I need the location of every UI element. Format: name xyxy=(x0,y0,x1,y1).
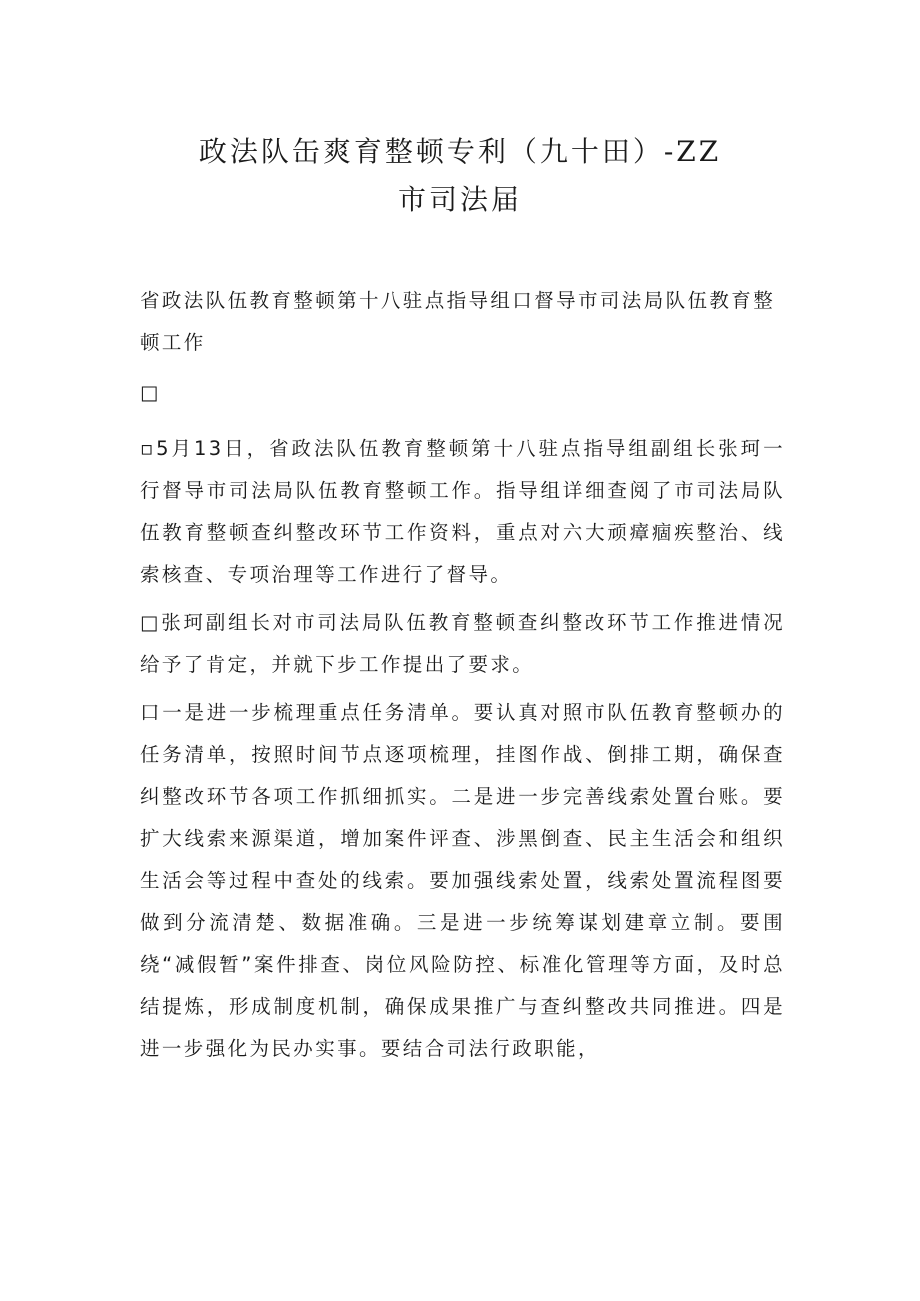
title-line-2: 市司法届 xyxy=(397,183,522,216)
body-paragraph-3: 口一是进一步梳理重点任务清单。要认真对照市队伍教育整顿办的任务清单，按照时间节点逐项梳理，挂图作战、倒排工期，确保查纠整改环节各项工作抓细抓实。二是进一步完善线索处置台账。要扩大线索来源渠道，增加案件评查、涉黑倒查、民主生活会和组织生活会等过程中查处的线索。要加强线索处置，线索处置流程图要做到分流清楚、数据准确。三是进一步统筹谋划建章立制。要围绕“减假暂”案件排查、岗位风险防控、标准化管理等方面，及时总结提炼，形成制度机制，确保成果推广与查纠整改共同推进。四是进一步强化为民办实事。要结合司法行政职能， xyxy=(140,701,785,1060)
title-line-1: 政法队缶爽育整顿专利（九十田）-ZZ xyxy=(198,135,722,168)
intro-paragraph: 省政法队伍教育整顿第十八驻点指导组口督导市司法局队伍教育整顿工作 xyxy=(140,289,776,354)
body-paragraph-2: □张珂副组长对市司法局队伍教育整顿查纠整改环节工作推进情况给予了肯定，并就下步工作提出了要求。 xyxy=(140,611,785,676)
document-body xyxy=(140,280,785,1076)
box-marker: □ xyxy=(140,381,161,404)
body-paragraph-1: ▫5月13日，省政法队伍教育整顿第十八驻点指导组副组长张珂一行督导市司法局队伍教育整顿工作。指导组详细查阅了市司法局队伍教育整顿查纠整改环节工作资料，重点对六大顽瘴痼疾整治、线索核查、专项治理等工作进行了督导。 xyxy=(140,437,785,586)
document-title xyxy=(0,128,920,224)
